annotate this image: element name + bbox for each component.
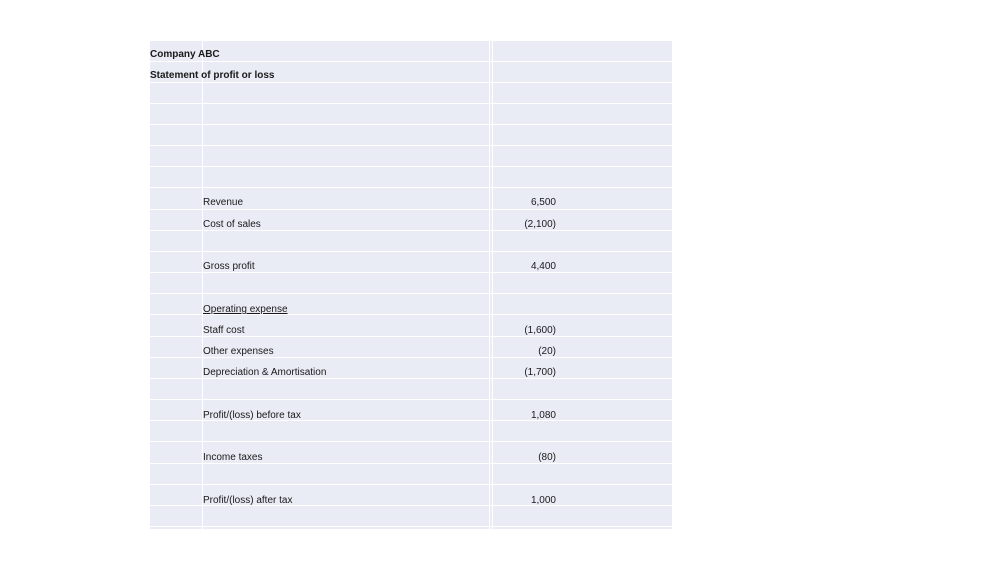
line-value-depreciation: (1,700) <box>524 367 556 378</box>
grid-row <box>150 41 672 62</box>
statement-title: Statement of profit or loss <box>150 70 275 81</box>
grid-row <box>150 167 672 188</box>
line-label-income-taxes: Income taxes <box>203 452 263 463</box>
line-label-other-expenses: Other expenses <box>203 346 274 357</box>
line-label-revenue: Revenue <box>203 197 244 208</box>
line-value-profit-after-tax: 1,000 <box>530 495 556 506</box>
line-label-gross-profit: Gross profit <box>203 261 255 272</box>
grid-row <box>150 146 672 167</box>
line-label-staff-cost: Staff cost <box>203 325 245 336</box>
line-value-staff-cost: (1,600) <box>524 325 556 336</box>
line-label-depreciation: Depreciation & Amortisation <box>203 367 327 378</box>
section-heading-operating-expense: Operating expense <box>203 304 288 315</box>
grid-row <box>150 104 672 125</box>
line-value-revenue: 6,500 <box>530 197 556 208</box>
line-value-cost-of-sales: (2,100) <box>524 219 556 230</box>
grid-row <box>150 125 672 146</box>
line-value-gross-profit: 4,400 <box>530 261 556 272</box>
grid-row <box>150 83 672 104</box>
company-name: Company ABC <box>150 49 220 60</box>
line-label-profit-before-tax: Profit/(loss) before tax <box>203 410 301 421</box>
line-label-cost-of-sales: Cost of sales <box>203 219 261 230</box>
line-value-income-taxes: (80) <box>538 452 556 463</box>
line-value-other-expenses: (20) <box>538 346 556 357</box>
line-label-profit-after-tax: Profit/(loss) after tax <box>203 495 293 506</box>
statement-sheet <box>150 41 672 529</box>
line-value-profit-before-tax: 1,080 <box>530 410 556 421</box>
